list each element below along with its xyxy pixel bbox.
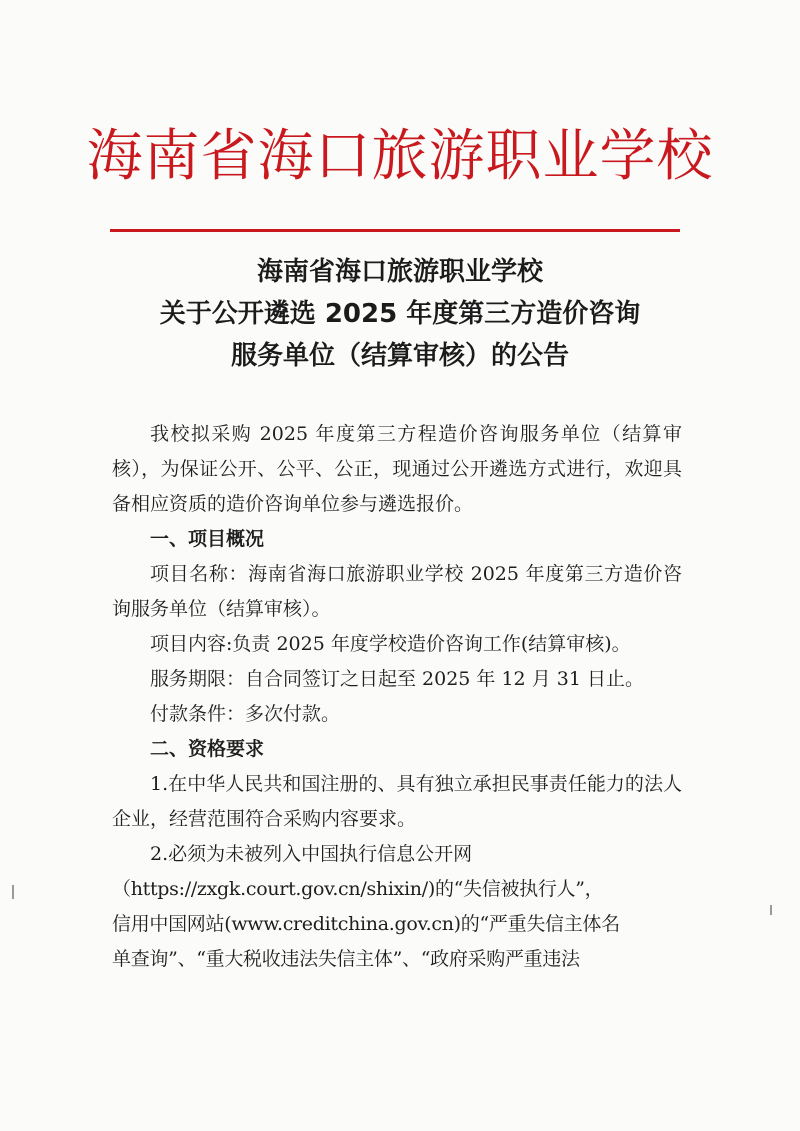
letterhead-divider — [110, 229, 680, 232]
requirement-2-line-1: 2.必须为未被列入中国执行信息公开网 — [150, 843, 473, 865]
project-content-paragraph: 项目内容:负责 2025 年度学校造价咨询工作(结算审核)。 — [150, 633, 631, 655]
title-line-2: 关于公开遴选 2025 年度第三方造价咨询 — [159, 299, 641, 329]
payment-terms-paragraph: 付款条件：多次付款。 — [150, 703, 341, 725]
requirement-2-line-3: 信用中国网站(www.creditchina.gov.cn)的“严重失信主体名 — [112, 913, 620, 935]
announcement-title — [0, 251, 800, 377]
scan-speck — [12, 885, 14, 899]
title-line-1: 海南省海口旅游职业学校 — [256, 257, 543, 287]
section-heading-qualifications: 二、资格要求 — [150, 738, 265, 760]
service-period-paragraph: 服务期限：自合同签订之日起至 2025 年 12 月 31 日止。 — [150, 668, 644, 690]
project-name-paragraph: 项目名称：海南省海口旅游职业学校 2025 年度第三方造价咨询服务单位（结算审核）。 — [112, 563, 682, 620]
requirement-2-line-4: 单查询”、“重大税收违法失信主体”、“政府采购严重违法 — [112, 948, 580, 970]
requirement-2-line-2: （https://zxgk.court.gov.cn/shixin/)的“失信被执行人”， — [112, 878, 604, 900]
intro-paragraph: 我校拟采购 2025 年度第三方程造价咨询服务单位（结算审核），为保证公开、公平、公正，现通过公开遴选方式进行，欢迎具备相应资质的造价咨询单位参与遴选报价。 — [112, 423, 682, 515]
institution-letterhead: 海南省海口旅游职业学校 — [86, 124, 714, 189]
section-heading-overview: 一、项目概况 — [150, 528, 265, 550]
requirement-1-paragraph: 1.在中华人民共和国注册的、具有独立承担民事责任能力的法人企业，经营范围符合采购内容要求。 — [112, 773, 682, 830]
scan-speck — [770, 905, 772, 915]
title-line-3: 服务单位（结算审核）的公告 — [230, 341, 569, 371]
announcement-body — [112, 417, 682, 977]
